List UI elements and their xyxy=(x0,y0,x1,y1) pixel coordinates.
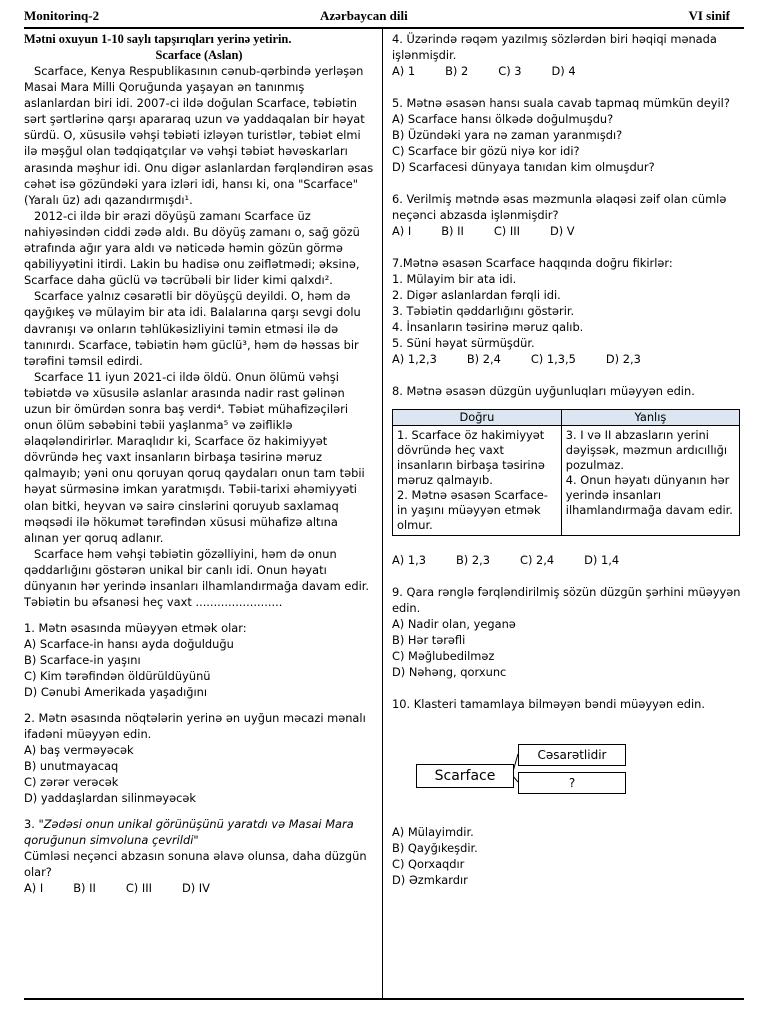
answer-option[interactable]: C) Qorxaqdır xyxy=(392,857,465,871)
question-9-text: 9. Qara rənglə fərqləndirilmiş sözün düzgün şərhini müəyyən edin. xyxy=(392,585,741,615)
answer-option[interactable]: B) Hər tərəfli xyxy=(392,633,466,647)
table-header-true: Doğru xyxy=(393,410,562,426)
header-grade: VI sinif xyxy=(688,8,730,23)
question-7-text: 7.Mətnə əsasən Scarface haqqında doğru fikirlər: xyxy=(392,256,673,270)
answer-option[interactable]: D) yaddaşlardan silinməyəcək xyxy=(24,791,196,806)
answer-option[interactable]: D) Əzmkardır xyxy=(392,873,468,887)
true-false-table xyxy=(392,409,740,536)
answer-option[interactable]: B) Üzündəki yara nə zaman yaranmışdı? xyxy=(392,128,623,142)
paragraph-1: Scarface, Kenya Respublikasının cənub-qərbində yerləşən Masai Mara Milli Qoruğunda yaşayan ən tanınmış aslanlardan biri idi. 2007-ci ildə doğulan Scarface, təbiətin sərt şərtlərinə qarşı apararaq uzun və yaddaqalan bir həyat sürdü. O, xüsusilə vəhşi təbiəti izləyən turistlər, təbiət elmi ilə məşğul olan tədqiqatçılar və vəhşi təbiət həvəskarları arasında məşhur idi. Onu digər aslanlardan fərqləndirən əsas cəhət isə gözündəki yara izləri idi, hansı ki, ona "Scarface" (Yaralı üz) adı qazandırmışdı¹. xyxy=(24,64,374,207)
question-10 xyxy=(392,696,742,888)
left-column xyxy=(24,31,374,896)
question-4-text: 4. Üzərində rəqəm yazılmış sözlərdən biri həqiqi mənada işlənmişdir. xyxy=(392,32,717,62)
question-4 xyxy=(392,31,742,79)
table-statement: 4. Onun həyatı dünyanın hər yerində insanları ilhamlandırmağa davam edir. xyxy=(565,473,733,517)
question-3 xyxy=(24,816,374,896)
column-divider xyxy=(382,28,383,998)
answer-option[interactable]: C) III xyxy=(493,224,520,238)
question-6 xyxy=(392,191,742,239)
answer-option[interactable]: C) Scarface bir gözü niyə kor idi? xyxy=(392,144,580,158)
answer-option[interactable]: D) 2,3 xyxy=(605,352,641,366)
question-8 xyxy=(392,383,742,568)
header-subject: Azərbaycan dili xyxy=(320,8,408,23)
question-7 xyxy=(392,255,742,367)
answer-option[interactable]: D) 1,4 xyxy=(584,553,620,567)
answer-option[interactable]: C) Məğlubedilməz xyxy=(392,649,495,663)
answer-option[interactable]: C) Kim tərəfindən öldürüldüyünü xyxy=(24,669,211,684)
answer-option[interactable]: B) 2 xyxy=(445,64,469,78)
question-3-number: 3. xyxy=(24,817,35,832)
statement-item: 5. Süni həyat sürmüşdür. xyxy=(392,336,535,350)
answer-option[interactable]: B) unutmayacaq xyxy=(24,759,119,774)
answer-option[interactable]: D) Nəhəng, qorxunc xyxy=(392,665,507,679)
page-header xyxy=(24,8,744,26)
table-header-false: Yanlış xyxy=(561,410,739,426)
paragraph-3: Scarface yalnız cəsarətli bir döyüşçü deyildi. O, həm də qayğıkeş və mülayim bir ata idi. Balalarına qarşı sevgi dolu davranışı və onların təhlükəsizliyini təmin etməsi ilə də tanınırdı. Scarface, təbiətin həm güclü³, həm də həssas bir tərəfini təmsil edirdi. xyxy=(24,289,361,368)
answer-option[interactable]: A) baş verməyəcək xyxy=(24,743,134,758)
paragraph-5: Scarface həm vəhşi təbiətin gözəlliyini, həm də onun qəddarlığını göstərən unikal bir canlı idi. Onun həyatı dünyanın hər yerində insanları ilhamlandırmağa davam edir. Təbiətin bu əfsanəsi heç vaxt ........................ xyxy=(24,546,370,610)
answer-option[interactable]: D) V xyxy=(549,224,575,238)
question-10-text: 10. Klasteri tamamlaya bilməyən bəndi müəyyən edin. xyxy=(392,697,705,711)
answer-option[interactable]: D) Scarfacesi dünyaya tanıdan kim olmuşdur? xyxy=(392,160,655,174)
answer-option[interactable]: A) I xyxy=(24,881,44,896)
answer-option[interactable]: D) 4 xyxy=(551,64,576,78)
cluster-branch: Cəsarətlidir xyxy=(518,744,626,766)
question-2-text: 2. Mətn əsasında nöqtələrin yerinə ən uyğun məcazi mənalı ifadəni müəyyən edin. xyxy=(24,711,366,742)
answer-option[interactable]: B) Scarface-in yaşını xyxy=(24,653,141,668)
statement-item: 4. İnsanların təsirinə məruz qalıb. xyxy=(392,320,584,334)
footer-rule xyxy=(24,998,744,1000)
answer-option[interactable]: B) II xyxy=(73,881,96,896)
answer-option[interactable]: A) 1 xyxy=(392,64,416,78)
answer-option[interactable]: D) IV xyxy=(181,881,210,896)
answer-option[interactable]: A) I xyxy=(392,224,412,238)
question-1-text: 1. Mətn əsasında müəyyən etmək olar: xyxy=(24,621,247,636)
answer-option[interactable]: C) zərər verəcək xyxy=(24,775,119,790)
question-5 xyxy=(392,95,742,175)
statement-item: 1. Mülayim bir ata idi. xyxy=(392,272,517,286)
statement-item: 2. Digər aslanlardan fərqli idi. xyxy=(392,288,561,302)
answer-option[interactable]: D) Cənubi Amerikada yaşadığını xyxy=(24,685,208,700)
answer-option[interactable]: C) 3 xyxy=(498,64,522,78)
header-rule xyxy=(24,27,744,29)
answer-option[interactable]: B) Qayğıkeşdir. xyxy=(392,841,478,855)
table-statement: 1. Scarface öz hakimiyyət dövründə heç vaxt insanların birbaşa təsirinə məruz qalmayıb. xyxy=(397,428,545,487)
answer-option[interactable]: B) 2,3 xyxy=(455,553,490,567)
answer-option[interactable]: C) 2,4 xyxy=(519,553,555,567)
table-statement: 3. I və II abzasların yerini dəyişsək, məzmun ardıcıllığı pozulmaz. xyxy=(565,428,728,472)
question-8-text: 8. Mətnə əsasən düzgün uyğunluqları müəyyən edin. xyxy=(392,384,695,398)
question-3-text: Cümləsi neçənci abzasın sonuna əlavə olunsa, daha düzgün olar? xyxy=(24,849,367,880)
cluster-branch-blank: ? xyxy=(518,772,626,794)
question-5-text: 5. Mətnə əsasən hansı suala cavab tapmaq mümkün deyil? xyxy=(392,96,730,110)
answer-option[interactable]: A) 1,3 xyxy=(392,553,426,567)
paragraph-2: 2012-ci ildə bir ərazi döyüşü zamanı Scarface üz nahiyəsindən ciddi zədə aldı. Bu döyüş zamanı o, sağ gözü ətrafında ağır yara aldı və nəticədə həmin gözün görmə qabiliyyətini itirdi. Lakin bu hadisə onu zəiflətmədi; əksinə, Scarface daha güclü və təcrübəli bir lider kimi qalxdı². xyxy=(24,208,360,288)
question-6-text: 6. Verilmiş mətndə əsas məzmunla əlaqəsi zəif olan cümlə neçənci abzasda işlənmişdir? xyxy=(392,192,727,222)
answer-option[interactable]: A) Scarface hansı ölkədə doğulmuşdu? xyxy=(392,112,614,126)
right-column xyxy=(392,31,742,888)
cluster-diagram xyxy=(392,738,742,824)
question-9 xyxy=(392,584,742,680)
answer-option[interactable]: C) III xyxy=(125,881,152,896)
question-2 xyxy=(24,710,374,806)
cluster-center: Scarface xyxy=(416,764,514,788)
answer-option[interactable]: C) 1,3,5 xyxy=(530,352,576,366)
text-title: Scarface (Aslan) xyxy=(155,48,243,62)
table-statement: 2. Mətnə əsasən Scarface-in yaşını müəyyən etmək olmur. xyxy=(397,488,548,532)
answer-option[interactable]: B) II xyxy=(441,224,464,238)
answer-option[interactable]: A) Nadir olan, yeganə xyxy=(392,617,516,631)
answer-option[interactable]: B) 2,4 xyxy=(466,352,501,366)
answer-option[interactable]: A) Mülayimdir. xyxy=(392,825,474,839)
statement-item: 3. Təbiətin qəddarlığını göstərir. xyxy=(392,304,575,318)
table-cell-false xyxy=(561,426,739,536)
table-cell-true xyxy=(393,426,562,536)
question-1 xyxy=(24,620,374,700)
question-3-quote: "Zədəsi onun unikal görünüşünü yaratdı və Masai Mara qoruğunun simvoluna çevrildi" xyxy=(24,817,354,848)
instructions: Mətni oxuyun 1-10 saylı tapşırıqları yerinə yetirin. xyxy=(24,32,292,46)
paragraph-4: Scarface 11 iyun 2021-ci ildə öldü. Onun ölümü vəhşi təbiətdə və xüsusilə aslanlar arasında nadir rast gəlinən uzun bir ömürdən sonra baş verdi⁴. Təbiət mühafizəçiləri onun ölüm səbəbini təbii yaşlanma⁵ və zəifliklə əlaqələndirirlər. Maraqlıdır ki, Scarface öz hakimiyyət dövründə heç vaxt insanların birbaşa təsirinə məruz qalmayıb; yəni onu qoruyan qoruq qaydaları onun tam təbii həyat sürməsinə imkan yaratmışdı. Təbii-tarixi əhəmiyyəti olan bitki, heyvan və sairə cinslərini qoruyub saxlamaq məqsədi ilə hökumət tərəfindən xüsusi mühafizə altına alınan yer qoruq adlanır. xyxy=(24,369,365,545)
answer-option[interactable]: A) 1,2,3 xyxy=(392,352,437,366)
answer-option[interactable]: A) Scarface-in hansı ayda doğulduğu xyxy=(24,637,234,652)
header-exam-name: Monitorinq-2 xyxy=(24,8,100,23)
